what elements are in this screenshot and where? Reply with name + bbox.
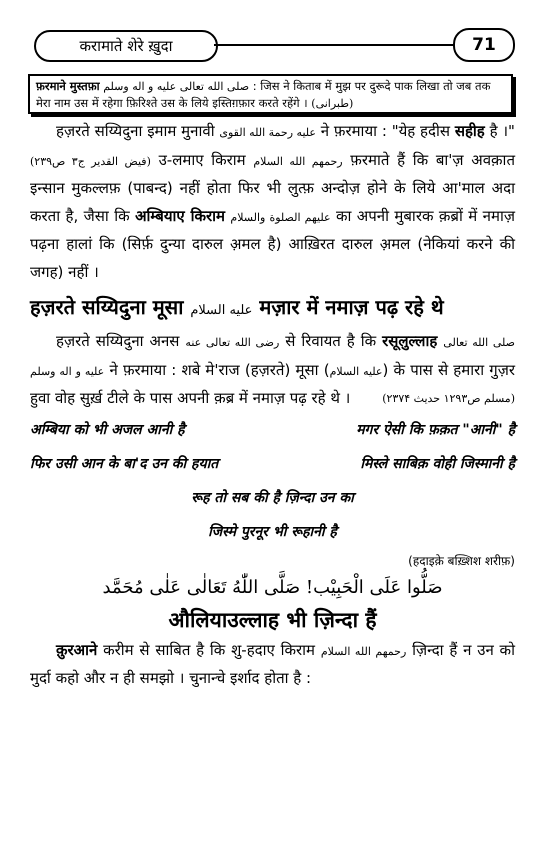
poem-line: जिस्मे पुरनूर भी रूहानी है	[208, 523, 337, 540]
text: करीम से साबित है कि शु-हदाए किराम	[103, 640, 316, 659]
poem-line: फिर उसी आन के बा'द उन की हयात	[30, 455, 219, 472]
poem-line: रूह तो सब की है ज़िन्दा उन का	[191, 489, 354, 506]
poem-row	[30, 413, 515, 447]
text: ने फ़रमाया : शबे मे'राज (हज़रते)	[109, 360, 291, 379]
text: अ़मल (नेकियां करने की जगह) नहीं ।	[30, 235, 515, 281]
arabic-text: عليه السلام	[190, 303, 253, 318]
reference: (فیض القدیر ج۳ ص۲۳۹)	[30, 154, 151, 168]
text: मज़ार में नमाज़ पढ़ रहे थे	[259, 295, 444, 319]
text: उ-लमाए किराम	[158, 150, 246, 169]
arabic-text: رضی الله تعالی عنه	[185, 336, 280, 349]
poem-line: अम्बिया को भी अजल आनी है	[30, 421, 185, 438]
page-number: 71	[453, 28, 515, 62]
text: हज़रते सय्यिदुना इमाम मुनावी	[56, 122, 215, 140]
text: ) के पास से हमारा गुज़र हुवा वोह सुर्ख़ टीले के पास अपनी	[30, 360, 515, 407]
text: जैसा कि	[83, 206, 130, 225]
text: ने फ़रमाया :	[320, 122, 387, 140]
box-label: फ़रमाने मुस्तफ़ा	[36, 79, 100, 93]
page-header	[24, 12, 515, 55]
text: मूसा (	[295, 360, 330, 379]
text: "येह हदीस	[391, 122, 451, 140]
bold-text: क़ुरआने	[56, 640, 98, 659]
text: फ़रमाते हैं कि बा'ज़ अवक़ात इन्सान मुकल्लफ़ (पाबन्द)	[30, 150, 515, 197]
paragraph-anas	[30, 328, 515, 413]
arabic-text: عليه رحمة الله القوی	[219, 126, 316, 139]
bold-text: रसूलुल्लाह	[382, 332, 438, 350]
box-text: : जिस ने किताब में मुझ पर दुरूदे पाक लिखा तो जब तक मेरा नाम उस में रहेगा फ़िरिश्ते उस के लिये इस्तिग़फ़ार करते रहेंगे ।	[36, 79, 491, 110]
arabic-text: عليهم الصلوة والسلام	[230, 210, 331, 224]
text: हज़रते सय्यिदुना मूसा	[30, 295, 184, 319]
bold-text: सहीह	[454, 122, 485, 140]
text: से रिवायत है कि	[285, 332, 377, 350]
paragraph-quran	[30, 637, 515, 693]
text: का अपनी मुबारक क़ब्रों में	[335, 206, 478, 225]
text: ज़िन्दा हैं न उन को मुर्दा कहो और न ही समझो । चुनान्चे इर्शाद होता है :	[30, 640, 515, 687]
page-content	[30, 118, 515, 693]
text: नमाज़ पढ़ना हालां कि (सिर्फ़ दुन्या दारुल अ़मल है) आख़िरत दारुल	[30, 206, 515, 253]
poem	[30, 413, 515, 549]
text: है ।"	[489, 122, 515, 140]
subheading-musa	[30, 290, 515, 328]
book-title: करामाते शेरे ख़ुदा	[34, 30, 218, 62]
arabic-text: صلى الله تعالى عليه و اله وسلم	[30, 336, 516, 378]
poem-reference: (हदाइक़े बख़्शिश शरीफ़)	[408, 553, 515, 568]
text: नहीं होता फिर भी लुत्फ़ अन्दोज़ होने के लिये आ'माल अदा करता है,	[30, 179, 515, 225]
arabic-text: رحمهم الله السلام	[253, 154, 343, 168]
bold-text: अम्बियाए किराम	[135, 206, 225, 225]
salawat: صَلُّوا عَلَی الْحَبِیْب! صَلَّی اللّٰهُ تَعَالٰی عَلٰی مُحَمَّد	[102, 576, 443, 598]
text: हज़रते सय्यिदुना अनस	[56, 332, 180, 350]
section-heading: औलियाउल्लाह भी ज़िन्दा हैं	[168, 607, 377, 632]
reference: (مسلم ص۱۲۹۳ حدیث ۲۳۷۴)	[382, 392, 515, 405]
poem-line: मिस्ले साबिक़ वोही जिस्मानी है	[360, 455, 515, 472]
paragraph-munawi	[30, 118, 515, 286]
poem-line: मगर ऐसी कि फ़क़त "आनी" है	[356, 421, 515, 438]
header-divider	[214, 44, 455, 46]
arabic-text: رحمهم الله السلام	[320, 644, 407, 658]
poem-row	[30, 447, 515, 481]
arabic-text: عليه السلام	[329, 364, 383, 378]
box-salutation: صلى الله تعالى عليه و اله وسلم	[103, 80, 250, 93]
text: क़ब्र में नमाज़ पढ़ रहे थे ।	[214, 389, 351, 407]
hadith-box	[28, 74, 513, 114]
box-source: (طبرانی)	[311, 97, 354, 110]
